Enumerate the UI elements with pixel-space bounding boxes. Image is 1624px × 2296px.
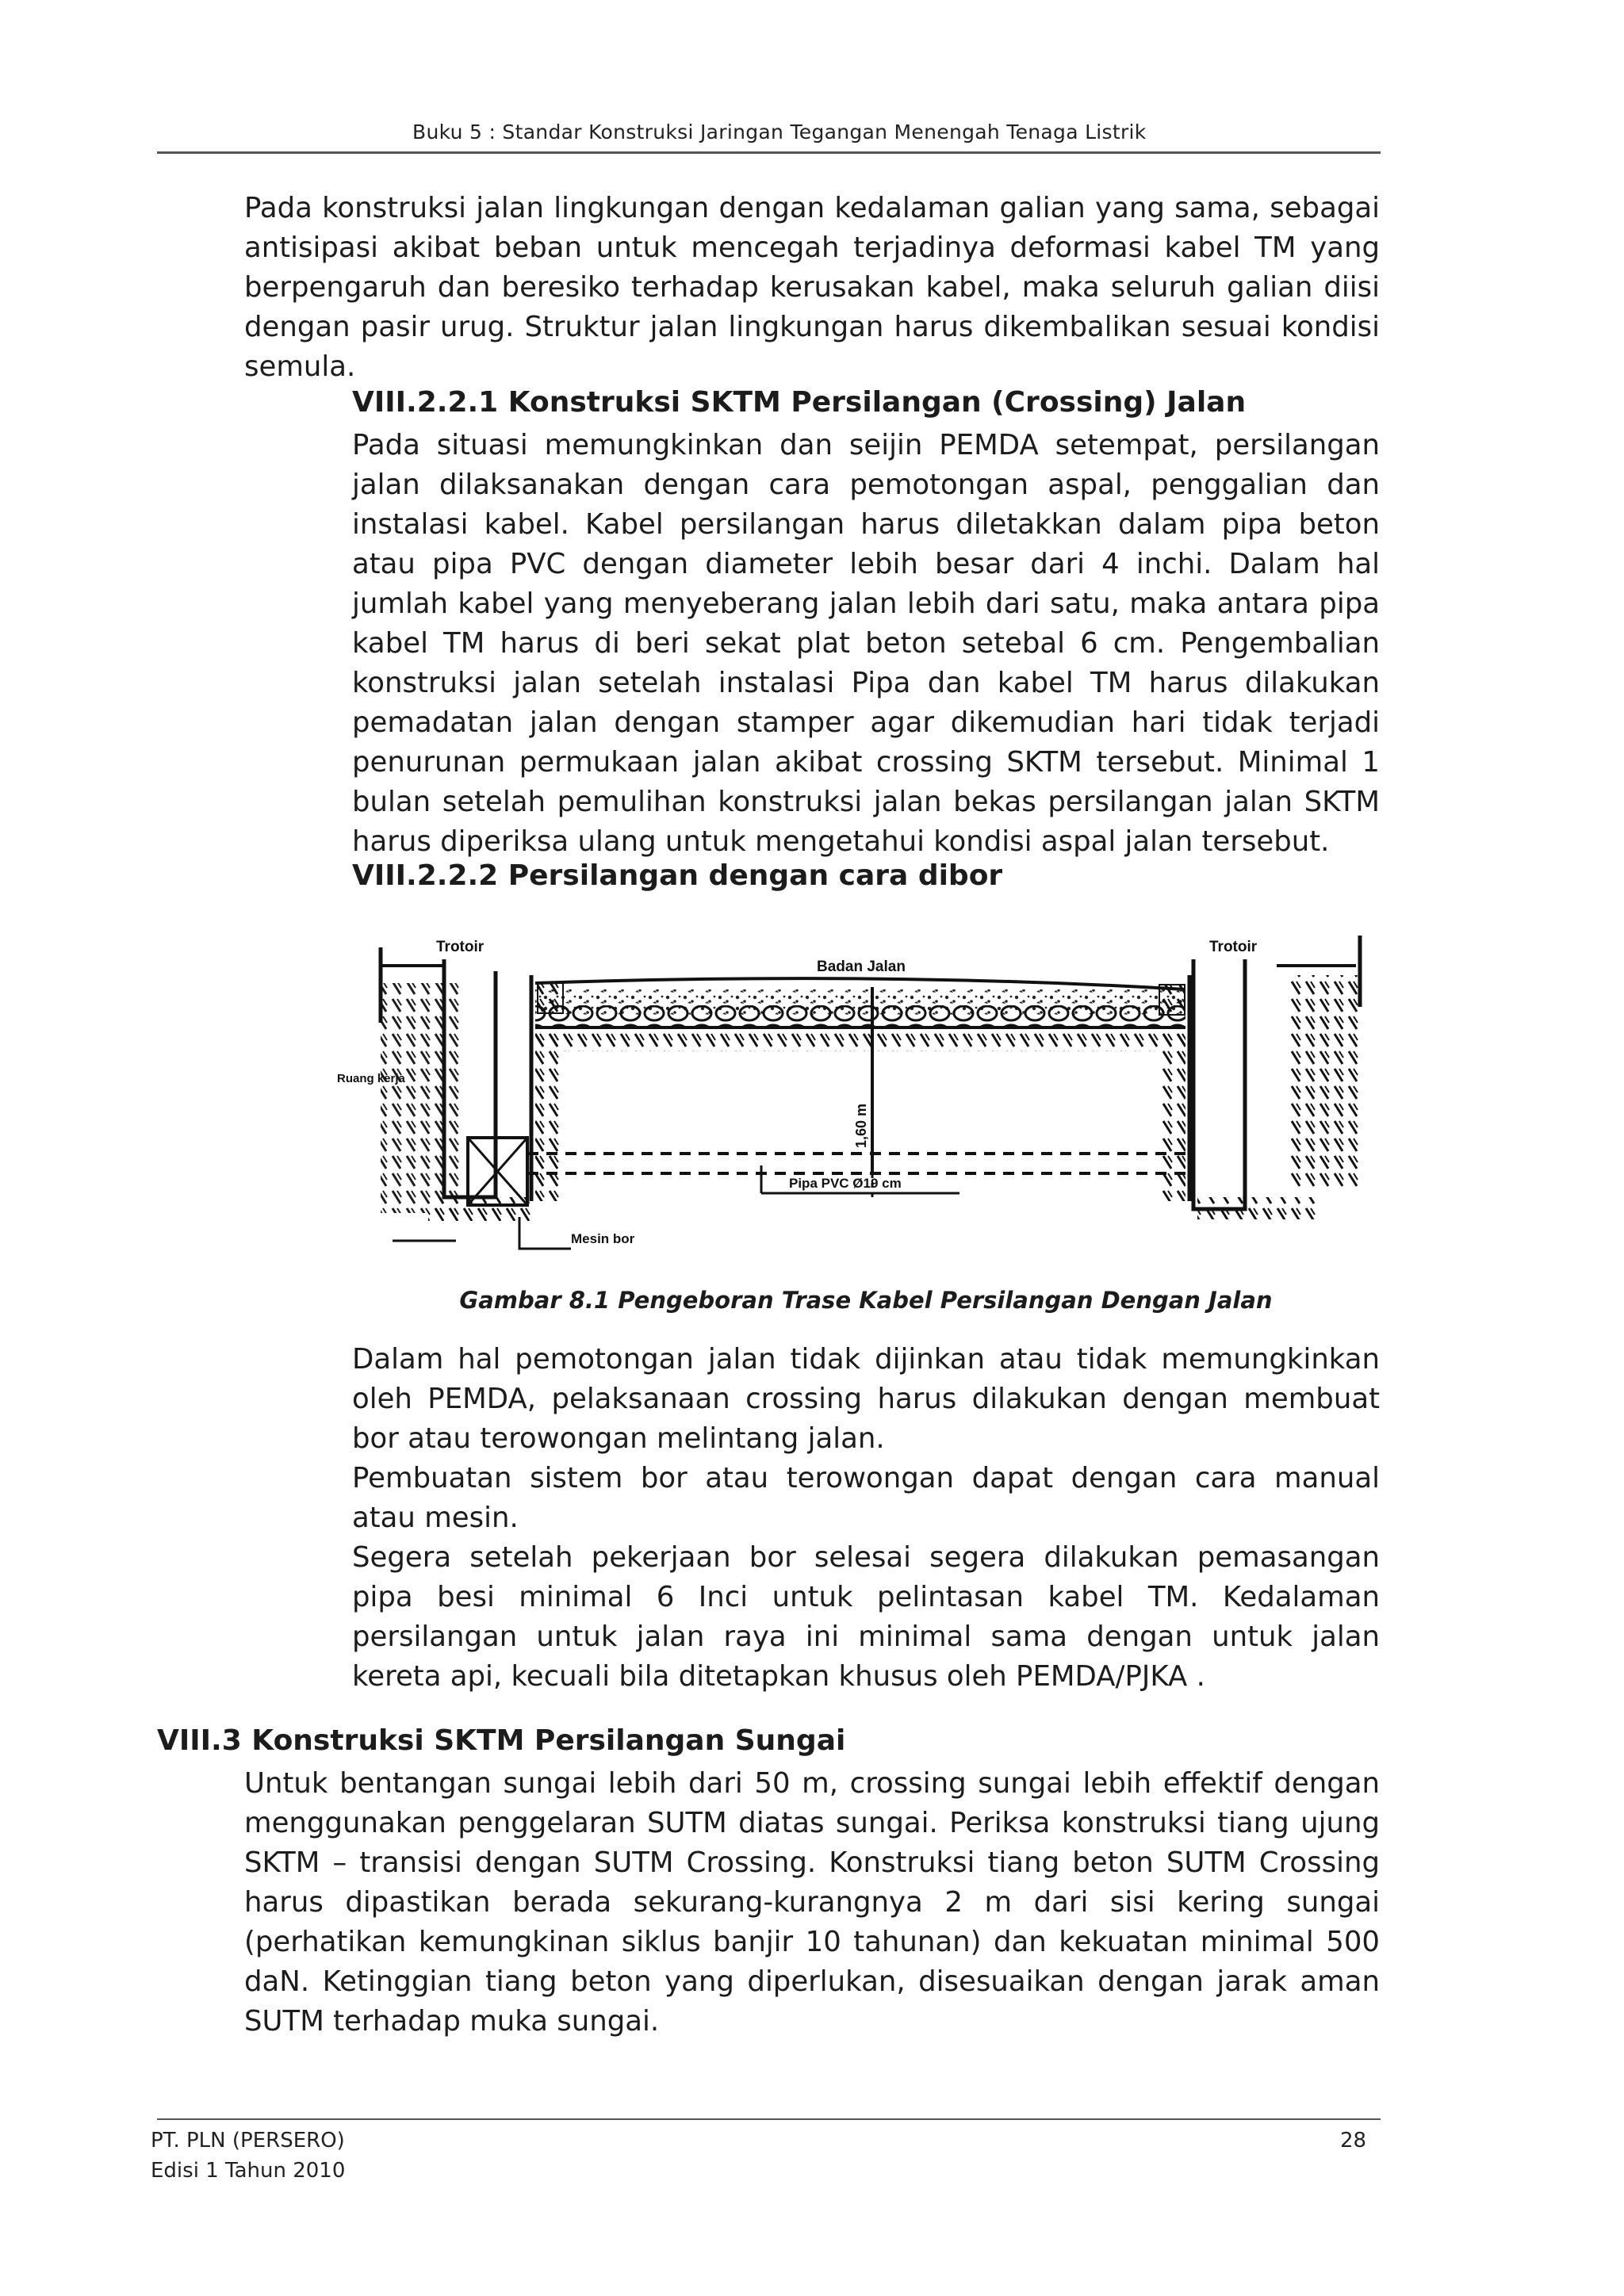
sungai-paragraph: Untuk bentangan sungai lebih dari 50 m, crossing sungai lebih effektif dengan menggunakan penggelaran SUTM diatas sungai. Periksa konstruksi tiang ujung SKTM – transisi dengan SUTM Crossing. Konstruksi tiang beton SUTM Crossing harus dipastikan berada sekurang-kurangnya 2 m dari sisi kering sungai (perhatikan kemungkinan siklus banjir 10 tahunan) dan kekuatan minimal 500 daN. Ketinggian tiang beton yang diperlukan, disesuaikan dengan jarak aman SUTM terhadap muka sungai. [244, 1767, 1380, 2038]
label-badan-jalan: Badan Jalan [817, 959, 906, 975]
footer-company: PT. PLN (PERSERO) [151, 2129, 345, 2152]
label-depth: 1,60 m [853, 1103, 869, 1148]
label-trotoir-left: Trotoir [436, 939, 485, 955]
intro-paragraph: Pada konstruksi jalan lingkungan dengan kedalaman galian yang sama, sebagai antisipasi akibat beban untuk mencegah terjadinya deformasi kabel TM yang berpengaruh dan beresiko terhadap kerusakan kabel, maka seluruh galian diisi dengan pasir urug. Struktur jalan lingkungan harus dikembalikan sesuai kondisi semula. [244, 192, 1380, 383]
footer-edition: Edisi 1 Tahun 2010 [151, 2159, 346, 2183]
label-trotoir-right: Trotoir [1209, 939, 1258, 955]
footer-divider [157, 2118, 1381, 2120]
crossing-paragraph: Pada situasi memungkinkan dan seijin PEMDA setempat, persilangan jalan dilaksanakan dengan cara pemotongan aspal, penggalian dan instalasi kabel. Kabel persilangan harus diletakkan dalam pipa beton atau pipa PVC dengan diameter lebih besar dari 4 inchi. Dalam hal jumlah kabel yang menyeberang jalan lebih dari satu, maka antara pipa kabel TM harus di beri sekat plat beton setebal 6 cm. Pengembalian konstruksi jalan setelah instalasi Pipa dan kabel TM harus dilakukan pemadatan jalan dengan stamper agar dikemudian hari tidak terjadi penurunan permukaan jalan akibat crossing SKTM tersebut. Minimal 1 bulan setelah pemulihan konstruksi jalan bekas persilangan jalan SKTM harus diperiksa ulang untuk mengetahui kondisi aspal jalan tersebut. [352, 429, 1380, 858]
label-pipa: Pipa PVC Ø19 cm [789, 1176, 902, 1191]
dibor-paragraph: Dalam hal pemotongan jalan tidak dijinkan atau tidak memungkinkan oleh PEMDA, pelaksanaan crossing harus dilakukan dengan membuat bor atau terowongan melintang jalan. Pembuatan sistem bor atau terowongan dapat dengan cara manual atau mesin. Segera setelah pekerjaan bor selesai segera dilakukan pemasangan pipa besi minimal 6 Inci untuk pelintasan kabel TM. Kedalaman persilangan untuk jalan raya ini minimal sama dengan untuk jalan kereta api, kecuali bila ditetapkan khusus oleh PEMDA/PJKA . [352, 1343, 1380, 1693]
label-ruang-kerja: Ruang kerja [337, 1072, 405, 1085]
running-header: Buku 5 : Standar Konstruksi Jaringan Tegangan Menengah Tenaga Listrik [412, 121, 1147, 144]
figure-caption: Gambar 8.1 Pengeboran Trase Kabel Persilangan Dengan Jalan [459, 1287, 1273, 1314]
section-heading-dibor: VIII.2.2.2 Persilangan dengan cara dibor [352, 859, 1003, 892]
page-number: 28 [1340, 2129, 1367, 2152]
label-mesin-bor: Mesin bor [571, 1231, 635, 1246]
section-heading-crossing: VIII.2.2.1 Konstruksi SKTM Persilangan (Crossing) Jalan [352, 386, 1247, 419]
header-divider [157, 151, 1381, 154]
drilling-diagram-figure [333, 928, 1384, 1269]
section-heading-sungai: VIII.3 Konstruksi SKTM Persilangan Sungai [157, 1724, 846, 1757]
